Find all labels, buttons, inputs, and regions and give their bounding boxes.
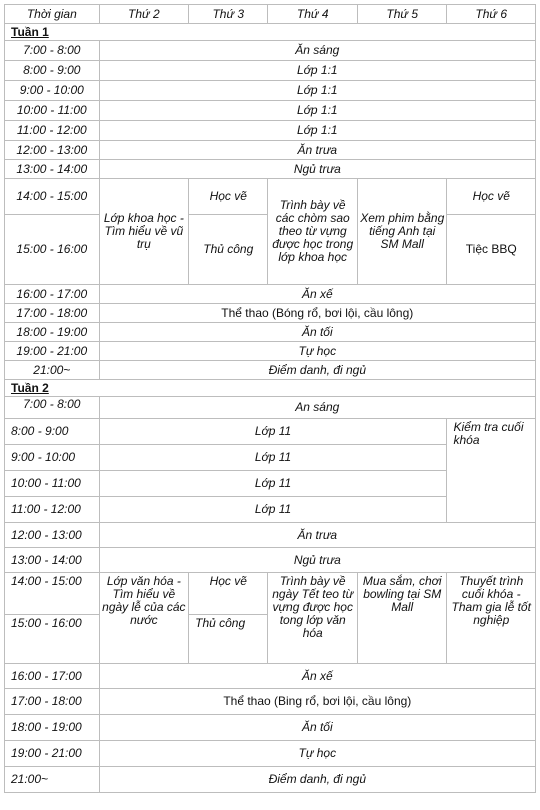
wed-activity-cell: Trình bày về các chòm sao theo từ vựng được học trong lớp khoa học [268,179,358,285]
activity-cell: Ngủ trưa [99,548,535,573]
time-cell: 8:00 - 9:00 [5,61,100,81]
time-cell: 13:00 - 14:00 [5,548,100,573]
header-tue: Thứ 3 [189,5,268,24]
activity-cell: Ăn xế [99,664,535,689]
week2-label: Tuần 2 [5,380,536,397]
table-row [5,664,536,689]
activity-cell: Lớp 11 [99,471,447,497]
activity-cell: Lớp 1:1 [99,121,535,141]
time-cell: 14:00 - 15:00 [5,573,100,615]
activity-cell: Ăn tối [99,715,535,741]
activity-cell: Ăn sáng [99,41,535,61]
table-row [5,548,536,573]
week1-label-row [5,24,536,41]
table-row [5,523,536,548]
table-row [5,160,536,179]
activity-cell: Ăn tối [99,323,535,342]
table-row [5,689,536,715]
activity-cell: Thể thao (Bóng rổ, bơi lội, cầu lông) [99,304,535,323]
activity-cell: Lớp 1:1 [99,61,535,81]
time-cell: 15:00 - 16:00 [5,215,100,285]
activity-cell: Điểm danh, đi ngủ [99,361,535,380]
activity-cell: Ngủ trưa [99,160,535,179]
activity-cell: Lớp 11 [99,445,447,471]
tue-activity-cell: Học vẽ [189,573,268,615]
time-cell: 21:00~ [5,767,100,793]
fri-activity-cell: Thuyết trình cuối khóa - Tham gia lễ tốt nghiệp [447,573,536,664]
time-cell: 15:00 - 16:00 [5,615,100,664]
table-row [5,141,536,160]
activity-cell: Lớp 1:1 [99,101,535,121]
table-row [5,342,536,361]
time-cell: 7:00 - 8:00 [5,397,100,419]
time-cell: 17:00 - 18:00 [5,304,100,323]
activity-cell: Thể thao (Bing rổ, bơi lội, cầu lông) [99,689,535,715]
header-mon: Thứ 2 [99,5,189,24]
time-cell: 8:00 - 9:00 [5,419,100,445]
table-row [5,121,536,141]
time-cell: 19:00 - 21:00 [5,342,100,361]
activity-cell: Lớp 11 [99,497,447,523]
table-row [5,419,536,445]
table-row [5,81,536,101]
fri-activity-cell: Tiệc BBQ [447,215,536,285]
schedule-table [4,4,536,793]
header-time: Thời gian [5,5,100,24]
time-cell: 18:00 - 19:00 [5,323,100,342]
activity-cell: Tự học [99,342,535,361]
time-cell: 11:00 - 12:00 [5,121,100,141]
week2-label-row [5,380,536,397]
time-cell: 7:00 - 8:00 [5,41,100,61]
table-row [5,573,536,615]
time-cell: 16:00 - 17:00 [5,664,100,689]
time-cell: 16:00 - 17:00 [5,285,100,304]
table-row [5,361,536,380]
tue-activity-cell: Thủ công [189,215,268,285]
table-row [5,741,536,767]
time-cell: 21:00~ [5,361,100,380]
table-row [5,41,536,61]
header-fri: Thứ 6 [447,5,536,24]
table-row [5,323,536,342]
header-wed: Thứ 4 [268,5,358,24]
activity-cell: Lớp 11 [99,419,447,445]
time-cell: 10:00 - 11:00 [5,101,100,121]
fri-activity-cell: Học vẽ [447,179,536,215]
table-row [5,767,536,793]
table-row [5,304,536,323]
table-row [5,179,536,215]
time-cell: 19:00 - 21:00 [5,741,100,767]
activity-cell: Lớp 1:1 [99,81,535,101]
mon-activity-cell: Lớp khoa học - Tìm hiểu về vũ trụ [99,179,189,285]
time-cell: 9:00 - 10:00 [5,81,100,101]
table-row [5,285,536,304]
tue-activity-cell: Học vẽ [189,179,268,215]
tue-activity-cell: Thủ công [189,615,268,664]
activity-cell: Tự học [99,741,535,767]
week1-label: Tuần 1 [5,24,536,41]
activity-cell: Ăn trưa [99,523,535,548]
activity-cell: Ăn trưa [99,141,535,160]
thu-activity-cell: Xem phim bằng tiếng Anh tại SM Mall [357,179,447,285]
time-cell: 12:00 - 13:00 [5,523,100,548]
time-cell: 11:00 - 12:00 [5,497,100,523]
activity-cell: Điểm danh, đi ngủ [99,767,535,793]
time-cell: 12:00 - 13:00 [5,141,100,160]
table-row [5,715,536,741]
time-cell: 14:00 - 15:00 [5,179,100,215]
thu-activity-cell: Mua sắm, chơi bowling tại SM Mall [357,573,447,664]
header-thu: Thứ 5 [357,5,447,24]
table-row [5,61,536,81]
table-row [5,397,536,419]
table-row [5,101,536,121]
time-cell: 9:00 - 10:00 [5,445,100,471]
activity-cell: Ăn xế [99,285,535,304]
mon-activity-cell: Lớp văn hóa - Tìm hiểu về ngày lễ của các nước [99,573,189,664]
time-cell: 13:00 - 14:00 [5,160,100,179]
header-row [5,5,536,24]
time-cell: 10:00 - 11:00 [5,471,100,497]
wed-activity-cell: Trình bày về ngày Tết teo từ vựng được học tong lớp văn hóa [268,573,358,664]
time-cell: 17:00 - 18:00 [5,689,100,715]
activity-cell: An sáng [99,397,535,419]
time-cell: 18:00 - 19:00 [5,715,100,741]
fri-test-cell: Kiểm tra cuối khóa [447,419,536,523]
